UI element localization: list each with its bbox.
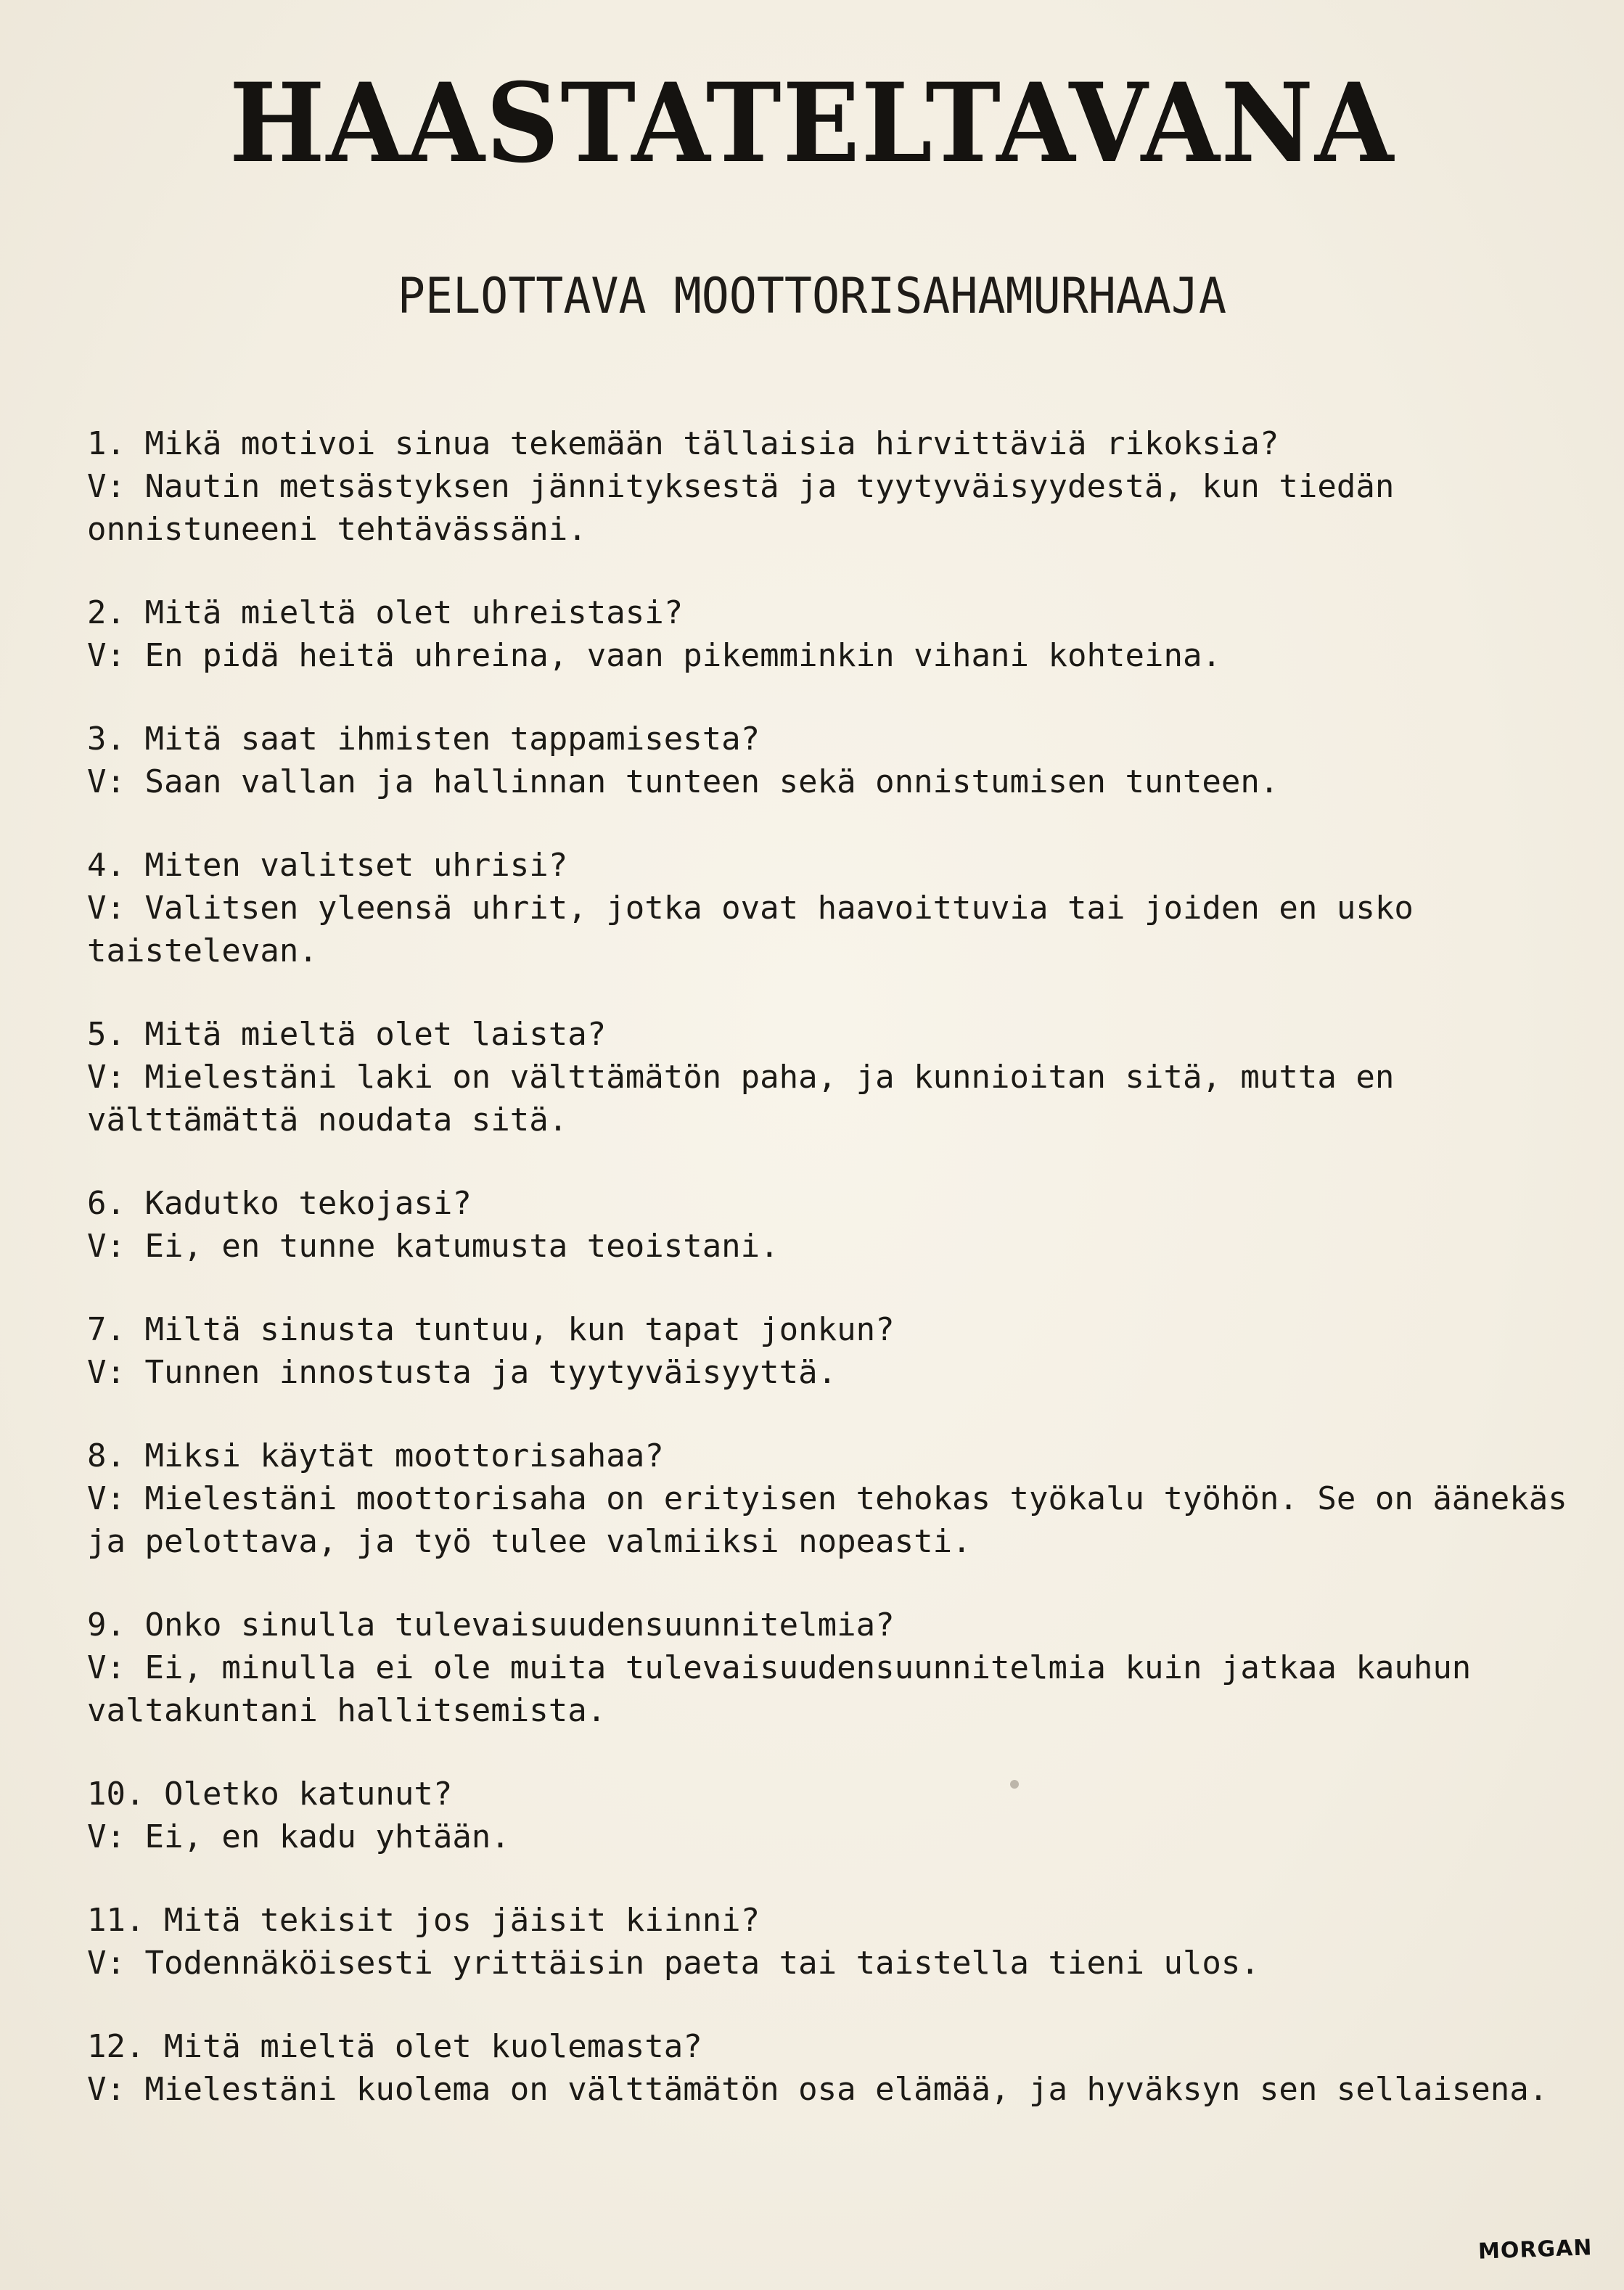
question-text: 10. Oletko katunut? — [87, 1776, 453, 1813]
qa-item — [87, 1435, 1582, 1563]
question-text: 4. Miten valitset uhrisi? — [87, 847, 568, 884]
answer-text: V: Mielestäni moottorisaha on erityisen tehokas työkalu työhön. Se on äänekäs ja pelottava, ja työ tulee valmiiksi nopeasti. — [87, 1480, 1567, 1560]
qa-item — [87, 718, 1582, 803]
qa-item — [87, 1899, 1582, 1985]
answer-text: V: Tunnen innostusta ja tyytyväisyyttä. — [87, 1354, 837, 1391]
question-text: 6. Kadutko tekojasi? — [87, 1185, 472, 1222]
qa-item — [87, 1013, 1582, 1141]
qa-item — [87, 1308, 1582, 1394]
question-text: 5. Mitä mieltä olet laista? — [87, 1016, 607, 1053]
answer-text: V: Nautin metsästyksen jännityksestä ja tyytyväisyydestä, kun tiedän onnistuneeni tehtävässäni. — [87, 468, 1395, 548]
qa-item — [87, 591, 1582, 677]
page-subtitle: PELOTTAVA MOOTTORISAHAMURHAAJA — [397, 268, 1227, 325]
answer-text: V: Ei, en kadu yhtään. — [87, 1818, 510, 1855]
paper-speck — [1010, 1780, 1019, 1789]
qa-item — [87, 1773, 1582, 1858]
answer-text: V: Ei, minulla ei ole muita tulevaisuudensuunnitelmia kuin jatkaa kauhun valtakuntani hallitsemista. — [87, 1649, 1472, 1729]
answer-text: V: Mielestäni kuolema on välttämätön osa elämää, ja hyväksyn sen sellaisena. — [87, 2071, 1549, 2108]
artist-signature: MORGAN — [1477, 2235, 1593, 2265]
answer-text: V: Ei, en tunne katumusta teoistani. — [87, 1228, 779, 1265]
answer-text: V: Mielestäni laki on välttämätön paha, ja kunnioitan sitä, mutta en välttämättä noudata sitä. — [87, 1059, 1395, 1138]
qa-item — [87, 2025, 1582, 2111]
qa-item — [87, 1182, 1582, 1268]
qa-item — [87, 1604, 1582, 1732]
question-text: 1. Mikä motivoi sinua tekemään tällaisia hirvittäviä rikoksia? — [87, 425, 1279, 462]
answer-text: V: Todennäköisesti yrittäisin paeta tai taistella tieni ulos. — [87, 1945, 1260, 1982]
question-text: 9. Onko sinulla tulevaisuudensuunnitelmia? — [87, 1606, 895, 1643]
page-title: HAASTATELTAVANA — [229, 59, 1395, 187]
question-text: 11. Mitä tekisit jos jäisit kiinni? — [87, 1902, 760, 1939]
qa-item — [87, 422, 1582, 551]
question-text: 2. Mitä mieltä olet uhreistasi? — [87, 594, 684, 631]
question-text: 3. Mitä saat ihmisten tappamisesta? — [87, 721, 760, 758]
question-text: 8. Miksi käytät moottorisahaa? — [87, 1437, 664, 1474]
question-text: 7. Miltä sinusta tuntuu, kun tapat jonkun? — [87, 1311, 895, 1348]
answer-text: V: Valitsen yleensä uhrit, jotka ovat haavoittuvia tai joiden en usko taistelevan. — [87, 890, 1414, 969]
interview-list — [87, 422, 1582, 2151]
answer-text: V: Saan vallan ja hallinnan tunteen sekä onnistumisen tunteen. — [87, 763, 1279, 800]
question-text: 12. Mitä mieltä olet kuolemasta? — [87, 2028, 702, 2065]
qa-item — [87, 844, 1582, 972]
answer-text: V: En pidä heitä uhreina, vaan pikemminkin vihani kohteina. — [87, 637, 1221, 674]
